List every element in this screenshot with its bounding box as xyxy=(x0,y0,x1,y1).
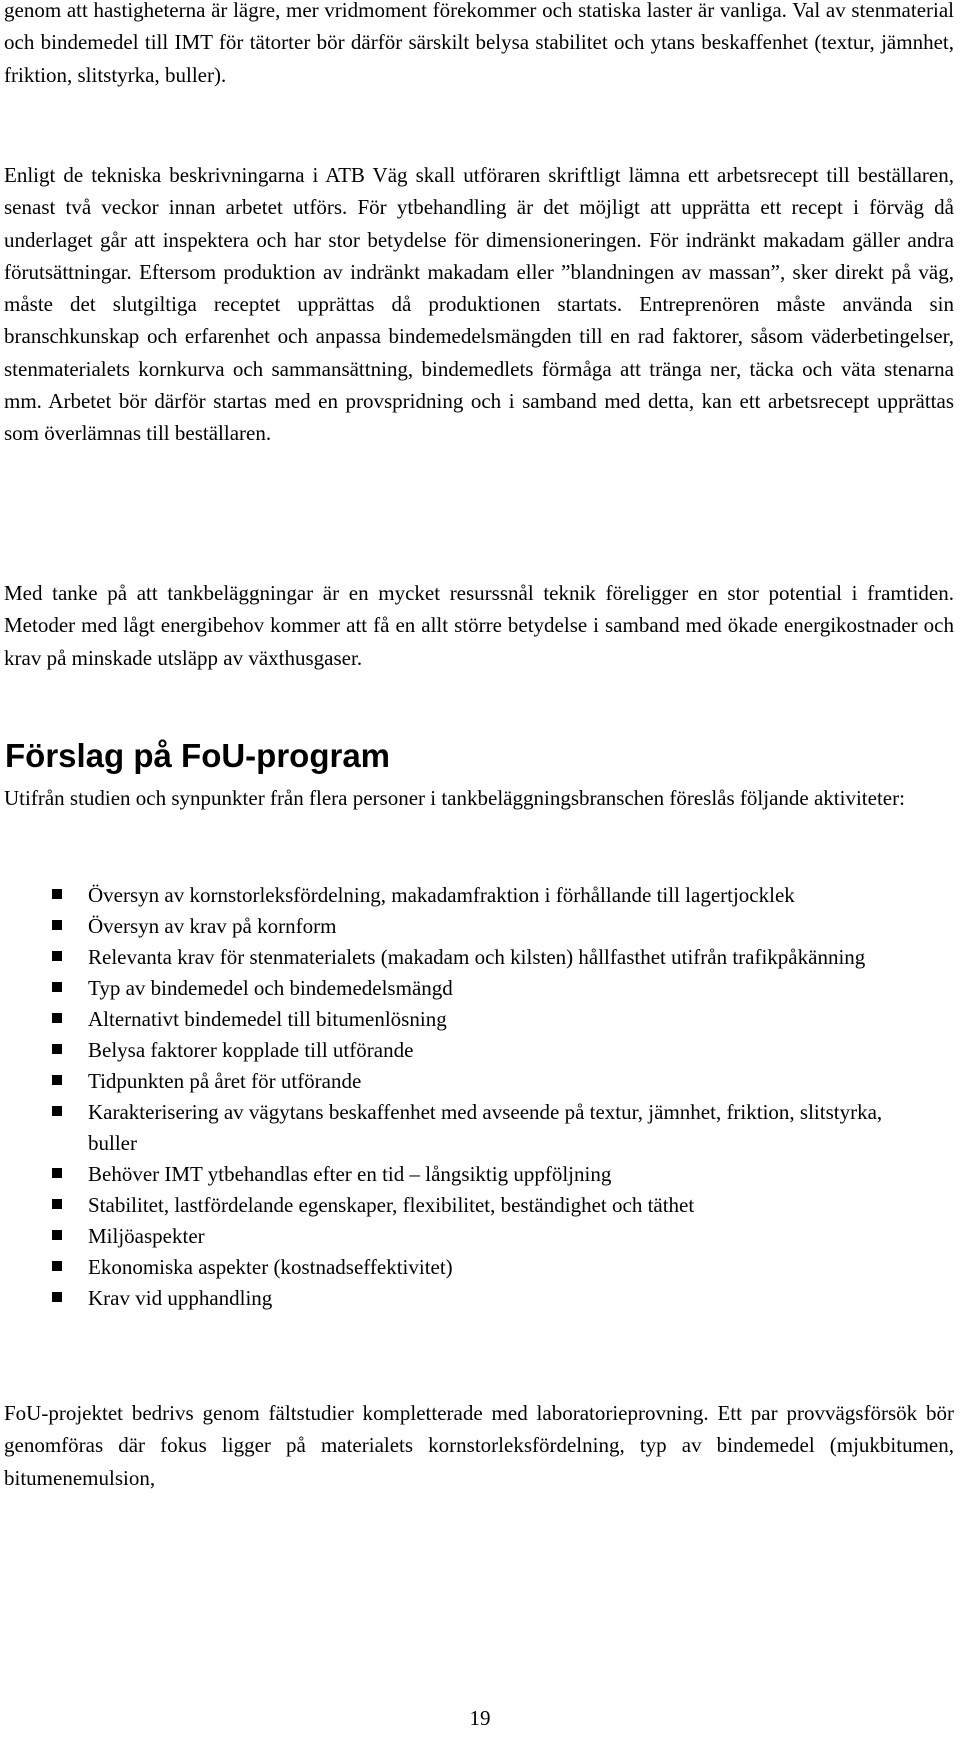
list-item-text: Ekonomiska aspekter (kostnadseffektivitet) xyxy=(88,1255,453,1279)
activities-list xyxy=(0,880,960,1314)
page-number: 19 xyxy=(469,1706,491,1730)
square-bullet-icon xyxy=(52,920,62,930)
list-item xyxy=(0,880,908,911)
list-item-text: Tidpunkten på året för utförande xyxy=(88,1069,362,1093)
list-item xyxy=(0,911,908,942)
section-heading: Förslag på FoU-program xyxy=(5,737,391,774)
list-item xyxy=(0,1190,908,1221)
square-bullet-icon xyxy=(52,1199,62,1209)
list-item xyxy=(0,1159,908,1190)
paragraph-atb-vag: Enligt de tekniska beskrivningarna i ATB Väg skall utföraren skriftligt lämna ett arbetsrecept till beställaren, senast två veckor innan arbetet utförs. För ytbehandling är det möjligt att upprätta ett recept i förväg då underlaget går att inspektera och har stor betydelse för dimensioneringen. För indränkt makadam gäller andra förutsättningar. Eftersom produktion av indränkt makadam eller ”blandningen av massan”, sker direkt på väg, måste det slutgiltiga receptet upprättas då produktionen startats. Entreprenören måste använda sin branschkunskap och erfarenhet och anpassa bindemedelsmängden till en rad faktorer, såsom väderbetingelser, stenmaterialets kornkurva och sammansättning, bindemedlets förmåga att tränga ner, täcka och väta stenarna mm. Arbetet bör därför startas med en provspridning och i samband med detta, kan ett arbetsrecept upprättas som överlämnas till beställaren. xyxy=(4,163,954,446)
square-bullet-icon xyxy=(52,1075,62,1085)
list-item xyxy=(0,1252,908,1283)
list-item-text: Krav vid upphandling xyxy=(88,1286,273,1310)
square-bullet-icon xyxy=(52,889,62,899)
list-item-text: Relevanta krav för stenmaterialets (makadam och kilsten) hållfasthet utifrån trafikpåkänning xyxy=(88,945,866,969)
list-item xyxy=(0,1035,908,1066)
list-item-text: Översyn av krav på kornform xyxy=(88,914,337,938)
list-item-text: Miljöaspekter xyxy=(88,1224,205,1248)
list-item xyxy=(0,1283,908,1314)
list-item xyxy=(0,1097,908,1159)
list-item xyxy=(0,1066,908,1097)
square-bullet-icon xyxy=(52,1106,62,1116)
square-bullet-icon xyxy=(52,1013,62,1023)
square-bullet-icon xyxy=(52,1044,62,1054)
list-item-text: Stabilitet, lastfördelande egenskaper, flexibilitet, beständighet och täthet xyxy=(88,1193,695,1217)
paragraph-fou-project: FoU-projektet bedrivs genom fältstudier kompletterade med laboratorieprovning. Ett par provvägsförsök bör genomföras där fokus ligger på materialets kornstorleksfördelning, typ av bindemedel (mjukbitumen, bitumenemulsion, xyxy=(4,1401,954,1490)
list-item-text: Karakterisering av vägytans beskaffenhet med avseende på textur, jämnhet, friktion, slitstyrka, buller xyxy=(88,1100,883,1155)
paragraph-activities-intro: Utifrån studien och synpunkter från flera personer i tankbeläggningsbranschen föreslås följande aktiviteter: xyxy=(4,786,905,810)
paragraph-potential: Med tanke på att tankbeläggningar är en mycket resurssnål teknik föreligger en stor potential i framtiden. Metoder med lågt energibehov kommer att få en allt större betydelse i samband med ökade energikostnader och krav på minskade utsläpp av växthusgaser. xyxy=(4,581,954,670)
list-item-text: Alternativt bindemedel till bitumenlösning xyxy=(88,1007,447,1031)
list-item-text: Översyn av kornstorleksfördelning, makadamfraktion i förhållande till lagertjocklek xyxy=(88,883,795,907)
square-bullet-icon xyxy=(52,1292,62,1302)
square-bullet-icon xyxy=(52,1261,62,1271)
list-item-text: Typ av bindemedel och bindemedelsmängd xyxy=(88,976,453,1000)
list-item-text: Behöver IMT ytbehandlas efter en tid – långsiktig uppföljning xyxy=(88,1162,612,1186)
square-bullet-icon xyxy=(52,982,62,992)
list-item xyxy=(0,1004,908,1035)
square-bullet-icon xyxy=(52,1230,62,1240)
square-bullet-icon xyxy=(52,951,62,961)
list-item xyxy=(0,942,908,973)
list-item xyxy=(0,1221,908,1252)
list-item-text: Belysa faktorer kopplade till utförande xyxy=(88,1038,414,1062)
paragraph-intro-continuation: genom att hastigheterna är lägre, mer vridmoment förekommer och statiska laster är vanliga. Val av stenmaterial och bindemedel till IMT för tätorter bör därför särskilt belysa stabilitet och ytans beskaffenhet (textur, jämnhet, friktion, slitstyrka, buller). xyxy=(4,0,954,87)
list-item xyxy=(0,973,908,1004)
square-bullet-icon xyxy=(52,1168,62,1178)
